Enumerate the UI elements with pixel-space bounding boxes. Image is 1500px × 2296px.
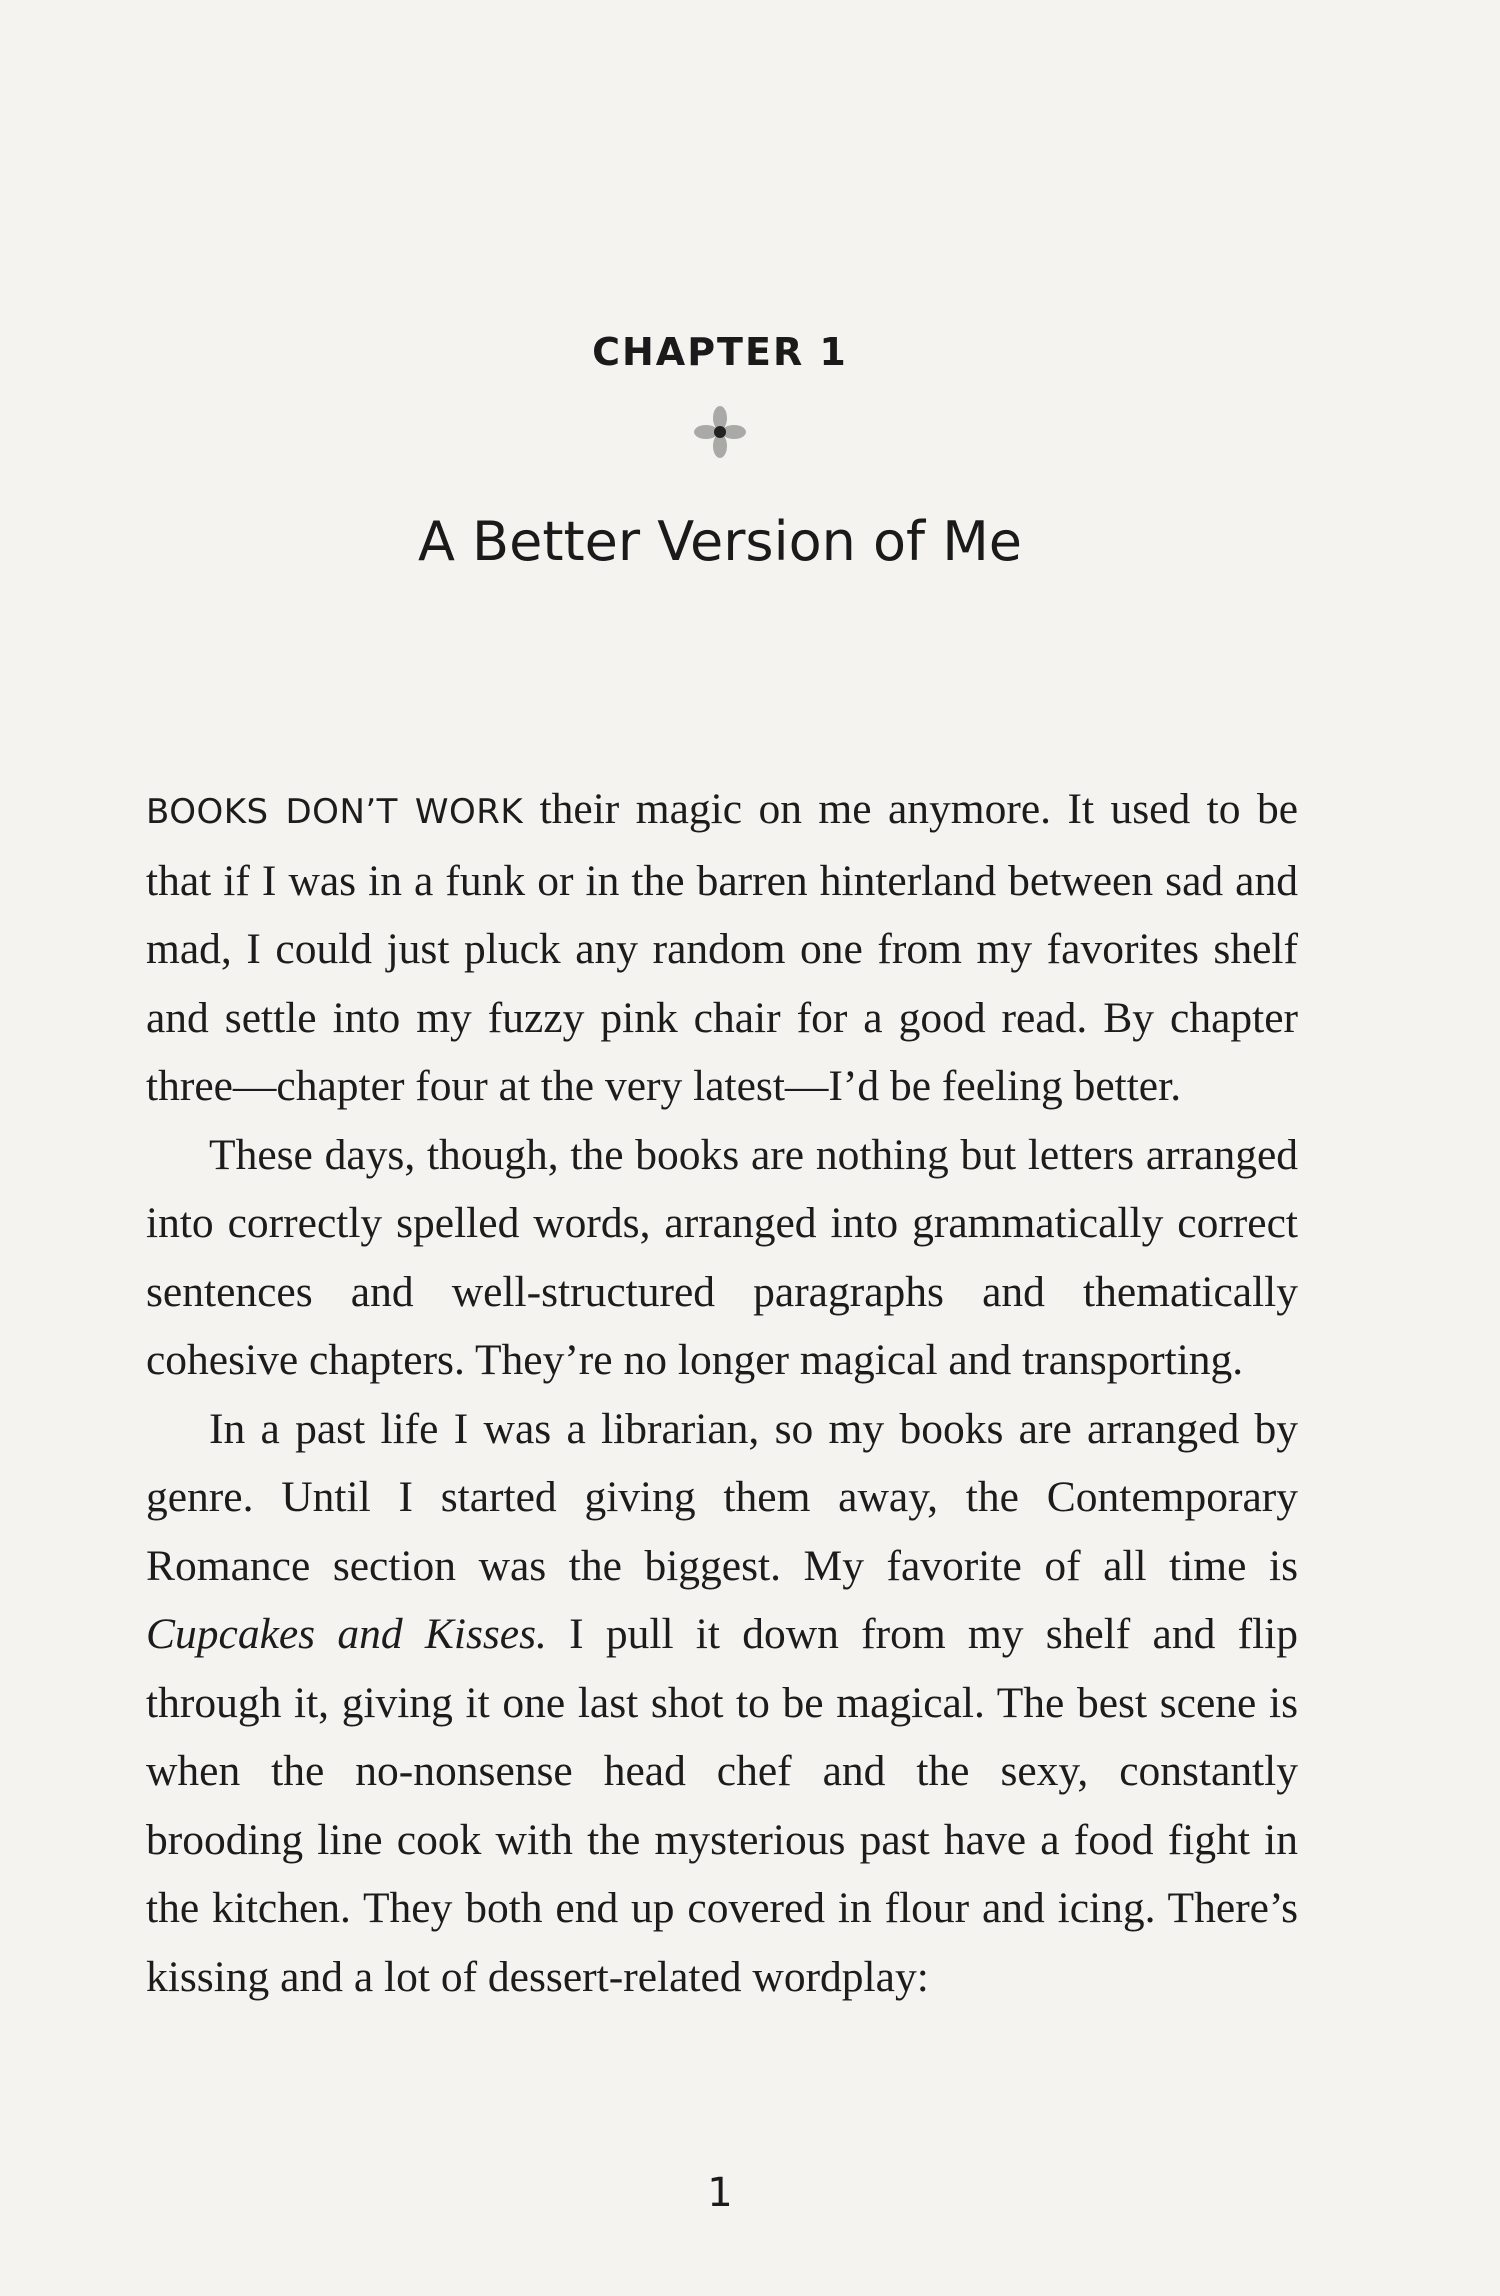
page-number: 1 [707,2170,733,2216]
paragraph-text: These days, though, the books are nothing but letters arranged into correctly spelled words, arranged into grammatically correct sentences and well-structured paragraphs and thematically cohesive chapters. They’re no longer magical and transporting. [146,1130,1298,1384]
paragraph-lead: BOOKS DON’T WORK [146,792,524,832]
paragraph-2 [146,1121,1298,1395]
paragraph-3 [146,1395,1298,2012]
book-title-italic: Cupcakes and Kisses. [146,1610,547,1658]
paragraph-text: In a past life I was a librarian, so my books are arranged by genre. Until I started giving them away, the Contemporary Romance section was the biggest. My favorite of all time is [146,1404,1298,1590]
paragraph-text: I pull it down from my shelf and flip through it, giving it one last shot to be magical. The best scene is when the no-nonsense head chef and the sexy, constantly brooding line cook with the mysterious past have a food fight in the kitchen. They both end up covered in flour and icing. There’s kissing and a lot of dessert-related wordplay: [146,1610,1298,2001]
flower-ornament-icon [690,402,750,462]
paragraph-1 [146,775,1298,1121]
chapter-title: A Better Version of Me [417,510,1023,573]
body-text [146,775,1298,2011]
paragraph-text: their magic on me anymore. It used to be that if I was in a funk or in the barren hinterland between sad and mad, I could just pluck any random one from my favorites shelf and settle into my fuzzy pink chair for a good read. By chapter three—chapter four at the very latest—I’d be feeling better. [146,785,1299,1110]
chapter-label: CHAPTER 1 [592,330,848,374]
